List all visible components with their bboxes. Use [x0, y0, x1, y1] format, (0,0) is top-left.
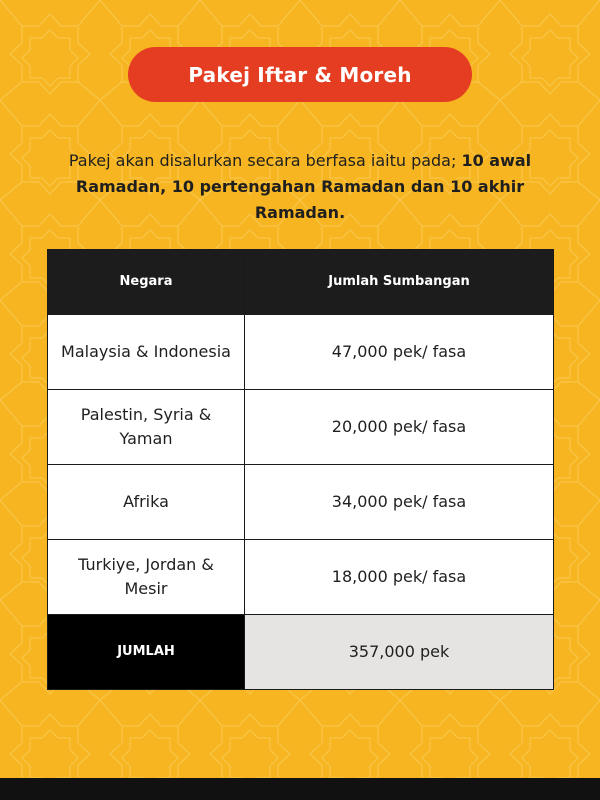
- row-country: Malaysia & Indonesia: [48, 315, 245, 390]
- table-row: [48, 390, 554, 465]
- row-amount: 20,000 pek/ fasa: [245, 390, 554, 465]
- footer-bar: [0, 778, 600, 800]
- title-pill: [128, 47, 472, 102]
- row-country: Turkiye, Jordan & Mesir: [48, 540, 245, 615]
- row-amount: 34,000 pek/ fasa: [245, 465, 554, 540]
- table-row: [48, 540, 554, 615]
- table-row: [48, 465, 554, 540]
- page-title: Pakej Iftar & Moreh: [188, 62, 412, 87]
- table-row: [48, 315, 554, 390]
- intro-text-bold: 10 awal Ramadan, 10 pertengahan Ramadan dan 10 akhir Ramadan.: [75, 151, 532, 222]
- row-country: Afrika: [48, 465, 245, 540]
- row-amount: 18,000 pek/ fasa: [245, 540, 554, 615]
- row-amount: 47,000 pek/ fasa: [245, 315, 554, 390]
- total-label: JUMLAH: [48, 615, 245, 690]
- header-country: Negara: [48, 250, 245, 315]
- intro-text-normal: Pakej akan disalurkan secara berfasa iaitu pada;: [68, 151, 462, 170]
- intro-text: [60, 148, 540, 226]
- total-amount: 357,000 pek: [245, 615, 554, 690]
- table-header-row: [48, 250, 554, 315]
- donation-table: [47, 249, 554, 690]
- total-row: [48, 615, 554, 690]
- row-country: Palestin, Syria & Yaman: [48, 390, 245, 465]
- header-amount: Jumlah Sumbangan: [245, 250, 554, 315]
